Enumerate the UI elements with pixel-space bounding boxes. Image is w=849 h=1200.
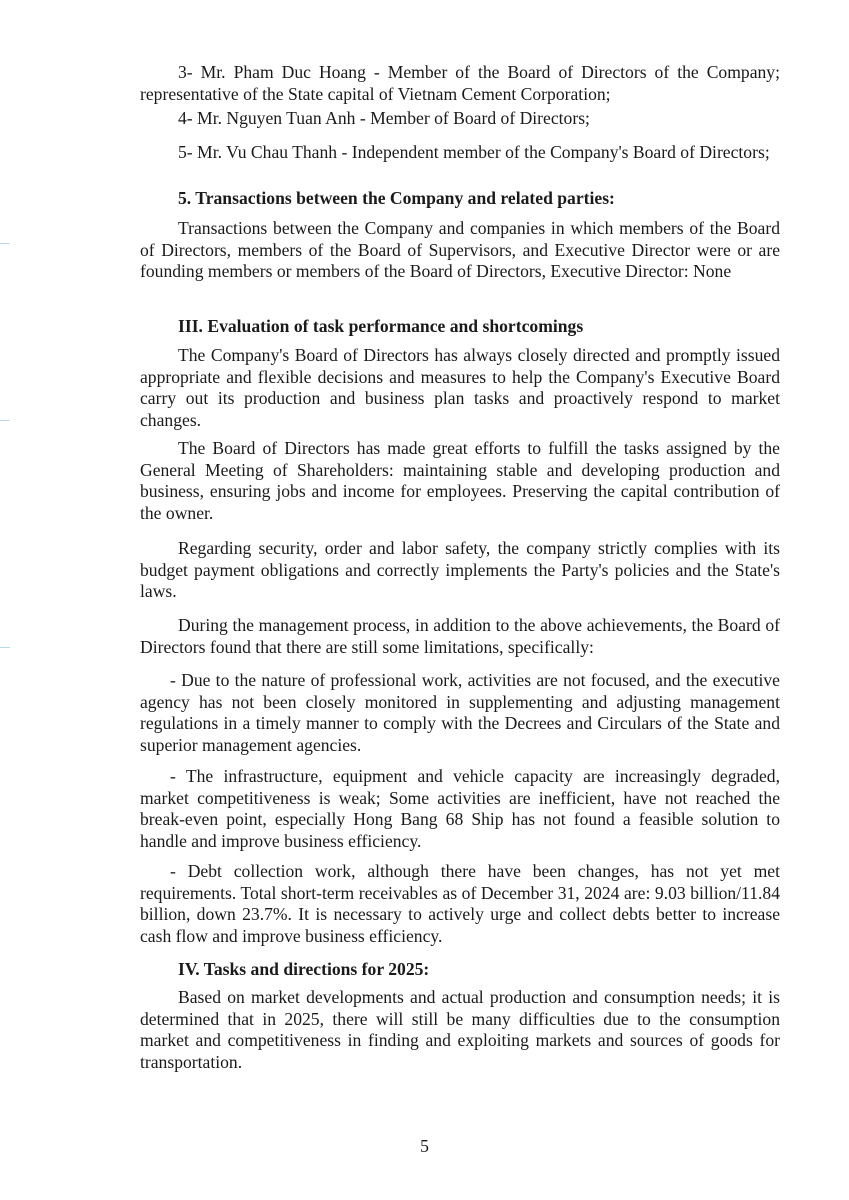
limitation-item: - Due to the nature of professional work, activities are not focused, and the executive agency has not been closely monitored in supplementing and adjusting management regulations in a timely manner to comply with the Decrees and Circulars of the State and superior management agencies.	[140, 670, 780, 755]
scan-artifact	[0, 420, 10, 421]
limitation-item: - Debt collection work, although there have been changes, has not yet met requirements. Total short-term receivables as of December 31, 2024 are: 9.03 billion/11.84 billion, down 23.7%. It is necessary to actively urge and collect debts better to increase cash flow and improve business efficiency.	[140, 861, 780, 946]
section-heading-transactions: 5. Transactions between the Company and related parties:	[178, 188, 615, 208]
member-item-5: 5- Mr. Vu Chau Thanh - Independent member of the Company's Board of Directors;	[178, 142, 770, 162]
scan-artifact	[0, 243, 10, 244]
limitation-item: - The infrastructure, equipment and vehicle capacity are increasingly degraded, market competitiveness is weak; Some activities are inefficient, have not reached the break-even point, especially Hong Bang 68 Ship has not found a feasible solution to handle and improve business efficiency.	[140, 766, 780, 851]
paragraph: Regarding security, order and labor safety, the company strictly complies with its budget payment obligations and correctly implements the Party's policies and the State's laws.	[140, 538, 780, 601]
paragraph: The Company's Board of Directors has always closely directed and promptly issued appropriate and flexible decisions and measures to help the Company's Executive Board carry out its production and business plan tasks and proactively respond to market changes.	[140, 345, 780, 430]
paragraph: During the management process, in addition to the above achievements, the Board of Directors found that there are still some limitations, specifically:	[140, 615, 780, 657]
section-heading-evaluation: III. Evaluation of task performance and shortcomings	[178, 316, 584, 336]
page-number: 5	[420, 1136, 429, 1156]
member-item-4: 4- Mr. Nguyen Tuan Anh - Member of Board of Directors;	[178, 108, 590, 128]
paragraph-tasks-2025: Based on market developments and actual production and consumption needs; it is determined that in 2025, there will still be many difficulties due to the consumption market and competitiveness in finding and exploiting markets and sources of goods for transportation.	[140, 987, 780, 1072]
member-item-3: 3- Mr. Pham Duc Hoang - Member of the Board of Directors of the Company; representative of the State capital of Vietnam Cement Corporation;	[140, 62, 780, 104]
scan-artifact	[0, 647, 10, 648]
section-heading-tasks-2025: IV. Tasks and directions for 2025:	[178, 959, 430, 979]
paragraph: The Board of Directors has made great efforts to fulfill the tasks assigned by the General Meeting of Shareholders: maintaining stable and developing production and business, ensuring jobs and income for employees. Preserving the capital contribution of the owner.	[140, 438, 780, 523]
paragraph-transactions: Transactions between the Company and companies in which members of the Board of Directors, members of the Board of Supervisors, and Executive Director were or are founding members or members of the Board of Directors, Executive Director: None	[140, 218, 780, 281]
